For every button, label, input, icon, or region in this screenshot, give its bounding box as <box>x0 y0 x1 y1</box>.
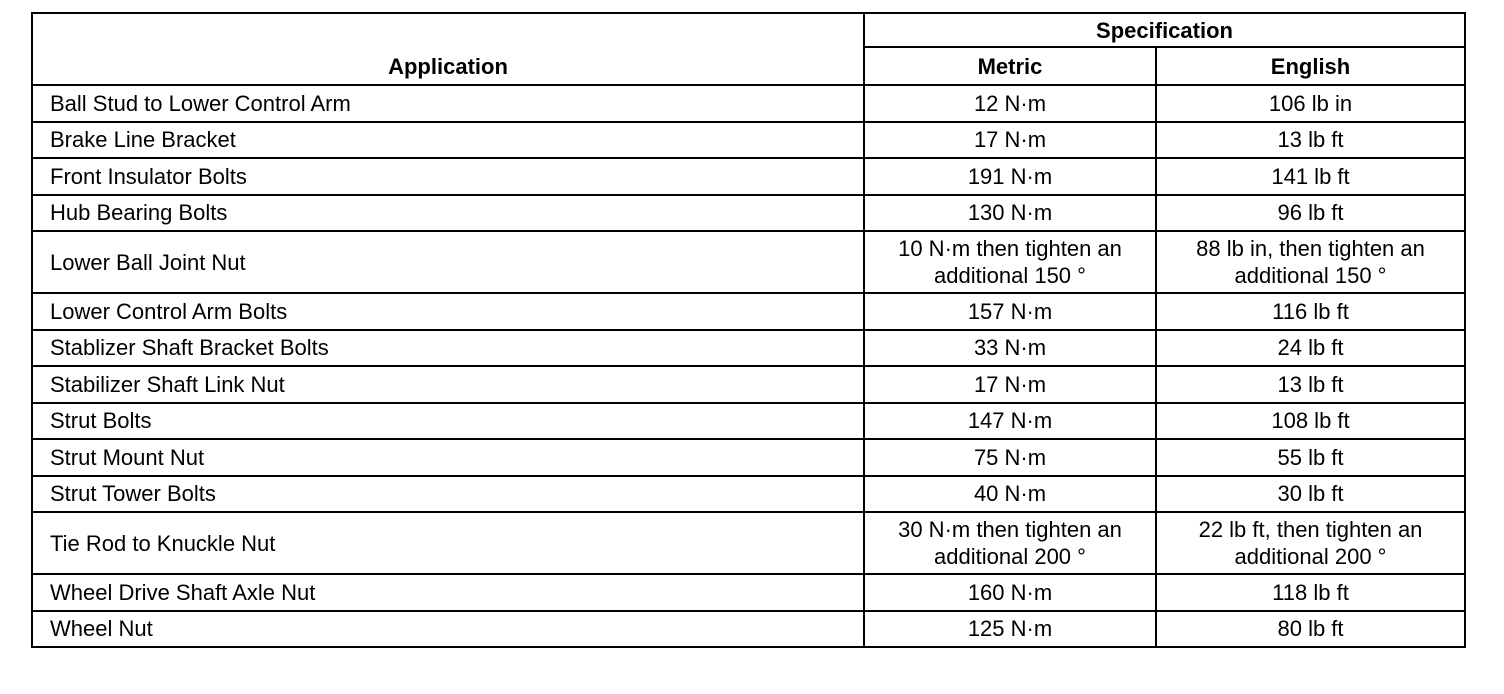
english-cell-line: additional 150 ° <box>1234 263 1387 288</box>
table-row <box>32 195 1465 232</box>
english-cell: 96 lb ft <box>1156 195 1465 232</box>
english-cell: 106 lb in <box>1156 85 1465 122</box>
metric-cell <box>864 512 1156 574</box>
table-row <box>32 439 1465 476</box>
specification-header: Specification <box>864 13 1465 47</box>
metric-cell <box>864 231 1156 293</box>
table-row <box>32 476 1465 513</box>
application-cell: Brake Line Bracket <box>32 122 864 159</box>
application-cell: Stablizer Shaft Bracket Bolts <box>32 330 864 367</box>
metric-cell: 12 N·m <box>864 85 1156 122</box>
metric-cell: 147 N·m <box>864 403 1156 440</box>
application-cell: Strut Mount Nut <box>32 439 864 476</box>
english-cell: 55 lb ft <box>1156 439 1465 476</box>
table-row <box>32 122 1465 159</box>
metric-cell: 17 N·m <box>864 122 1156 159</box>
table-row <box>32 611 1465 648</box>
application-cell: Stabilizer Shaft Link Nut <box>32 366 864 403</box>
metric-cell: 125 N·m <box>864 611 1156 648</box>
torque-spec-table <box>31 12 1466 648</box>
application-cell: Front Insulator Bolts <box>32 158 864 195</box>
english-cell <box>1156 231 1465 293</box>
table-row <box>32 330 1465 367</box>
application-cell: Strut Tower Bolts <box>32 476 864 513</box>
english-cell-line: additional 200 ° <box>1234 544 1387 569</box>
header-row-top <box>32 13 1465 47</box>
application-cell: Lower Ball Joint Nut <box>32 231 864 293</box>
table-row <box>32 158 1465 195</box>
table-row <box>32 293 1465 330</box>
english-cell: 30 lb ft <box>1156 476 1465 513</box>
english-header: English <box>1156 47 1465 85</box>
metric-cell: 75 N·m <box>864 439 1156 476</box>
application-cell: Wheel Drive Shaft Axle Nut <box>32 574 864 611</box>
english-cell: 116 lb ft <box>1156 293 1465 330</box>
application-cell: Strut Bolts <box>32 403 864 440</box>
metric-cell: 33 N·m <box>864 330 1156 367</box>
table-row <box>32 85 1465 122</box>
metric-cell-line: 10 N·m then tighten an <box>898 236 1122 261</box>
english-cell: 141 lb ft <box>1156 158 1465 195</box>
table-row <box>32 366 1465 403</box>
metric-cell: 130 N·m <box>864 195 1156 232</box>
table-row <box>32 403 1465 440</box>
metric-cell: 191 N·m <box>864 158 1156 195</box>
english-cell: 108 lb ft <box>1156 403 1465 440</box>
english-cell <box>1156 512 1465 574</box>
english-cell: 13 lb ft <box>1156 122 1465 159</box>
metric-cell-line: additional 200 ° <box>934 544 1086 569</box>
application-cell: Hub Bearing Bolts <box>32 195 864 232</box>
application-header: Application <box>32 13 864 85</box>
english-cell: 118 lb ft <box>1156 574 1465 611</box>
table-row <box>32 512 1465 574</box>
metric-cell: 157 N·m <box>864 293 1156 330</box>
english-cell-line: 88 lb in, then tighten an <box>1196 236 1425 261</box>
metric-cell: 160 N·m <box>864 574 1156 611</box>
application-cell: Ball Stud to Lower Control Arm <box>32 85 864 122</box>
application-cell: Tie Rod to Knuckle Nut <box>32 512 864 574</box>
english-cell-line: 22 lb ft, then tighten an <box>1198 517 1423 542</box>
english-cell: 80 lb ft <box>1156 611 1465 648</box>
metric-header: Metric <box>864 47 1156 85</box>
application-cell: Wheel Nut <box>32 611 864 648</box>
application-cell: Lower Control Arm Bolts <box>32 293 864 330</box>
english-cell: 13 lb ft <box>1156 366 1465 403</box>
metric-cell: 17 N·m <box>864 366 1156 403</box>
english-cell: 24 lb ft <box>1156 330 1465 367</box>
metric-cell-line: additional 150 ° <box>934 263 1086 288</box>
metric-cell-line: 30 N·m then tighten an <box>898 517 1122 542</box>
table-row <box>32 231 1465 293</box>
metric-cell: 40 N·m <box>864 476 1156 513</box>
table-row <box>32 574 1465 611</box>
